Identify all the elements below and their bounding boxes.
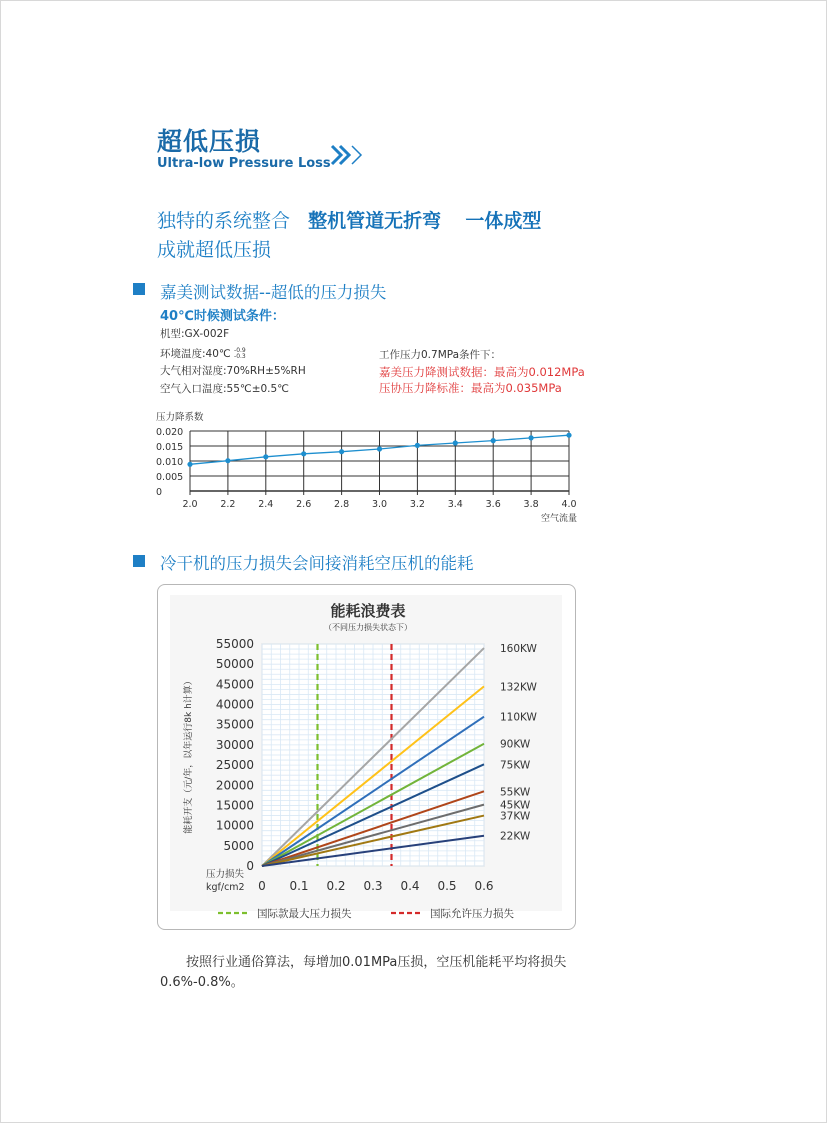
x-tick-label: 2.6 (296, 499, 312, 510)
series-label: 22KW (500, 830, 531, 843)
section1-title: 嘉美测试数据--超低的压力损失 (160, 283, 387, 302)
data-point (187, 462, 192, 467)
x-tick-label: 3.2 (409, 499, 425, 510)
x-tick-label: 3.6 (485, 499, 501, 510)
x-axis-title-line2: kgf/cm2 (206, 882, 245, 893)
x-tick-label: 0.3 (363, 879, 383, 893)
env-temp-text: 环境温度:40℃ (160, 348, 231, 360)
x-tick-label: 2.2 (220, 499, 236, 510)
y-tick-label: 55000 (215, 637, 254, 651)
y-tick-label: 25000 (215, 758, 254, 773)
y-tick-label: 45000 (215, 677, 254, 692)
section-bullet-square (133, 283, 145, 295)
data-point (263, 454, 268, 459)
y-tick-label: 10000 (215, 818, 254, 833)
y-tick-label: 0.020 (156, 427, 184, 438)
env-temp-tol-upper: -0.9 (234, 347, 246, 354)
x-axis-title: 空气流量 (540, 514, 577, 524)
series-label: 75KW (500, 759, 531, 772)
y-tick-label: 0.010 (156, 457, 184, 468)
x-tick-label: 3.8 (523, 499, 539, 510)
series-label: 110KW (500, 711, 537, 724)
data-point (339, 449, 344, 454)
y-tick-label: 15000 (215, 798, 254, 813)
env-temp-tolerance (234, 348, 246, 360)
work-pressure-label: 工作压力0.7MPa条件下： (379, 349, 502, 361)
x-tick-label: 0.4 (400, 879, 420, 893)
x-tick-label: 3.0 (371, 499, 388, 510)
x-tick-label: 0.1 (289, 879, 309, 893)
series-label: 90KW (500, 738, 531, 751)
footer-paragraph: 按照行业通俗算法，每增加0.01MPa压损，空压机能耗平均将损失0.6%-0.8%。 (160, 955, 567, 990)
y-tick-label: 0 (246, 859, 254, 873)
chart-subtitle: （不同压力损失状态下） (324, 623, 412, 632)
series-label: 132KW (500, 681, 537, 694)
y-tick-label: 40000 (215, 697, 254, 712)
data-point (301, 451, 306, 456)
headline-part-c: 一体成型 (465, 210, 542, 232)
x-tick-label: 4.0 (561, 499, 577, 510)
y-tick-label: 0.005 (156, 472, 184, 483)
conditions-title: 40℃时候测试条件： (160, 309, 285, 324)
double-chevron-icon (328, 143, 364, 167)
data-point (225, 458, 230, 463)
x-axis-title-line1: 压力损失 (206, 869, 245, 880)
x-tick-label: 0 (258, 879, 266, 893)
y-axis-title: 压力降系数 (156, 412, 204, 423)
data-point (491, 438, 496, 443)
chart-title: 能耗浪费表 (330, 602, 406, 620)
page-subtitle-en: Ultra-low Pressure Loss (157, 156, 331, 171)
x-tick-label: 2.8 (334, 499, 350, 510)
y-tick-label: 30000 (215, 737, 254, 752)
y-tick-label: 50000 (215, 657, 254, 672)
page-title: 超低压损 (157, 127, 262, 156)
y-axis-title: 能耗开支（元/年，以年运行8k h计算） (184, 676, 194, 834)
series-label: 160KW (500, 643, 537, 656)
data-point (453, 440, 458, 445)
data-point (529, 435, 534, 440)
legend-label: 国际允许压力损失 (430, 908, 514, 920)
data-point (566, 433, 571, 438)
x-tick-label: 2.4 (258, 499, 274, 510)
pressure-drop-chart (150, 405, 590, 525)
humidity-label: 大气相对湿度:70%RH±5%RH (160, 365, 306, 377)
headline (157, 207, 541, 265)
y-tick-label: 35000 (215, 717, 254, 732)
series-label: 45KW (500, 799, 531, 812)
headline-line2: 成就超低压损 (157, 239, 272, 261)
headline-part-b: 整机管道无折弯 (308, 210, 442, 232)
series-label: 55KW (500, 786, 531, 799)
headline-part-a: 独特的系统整合 (157, 210, 291, 232)
standard-result: 压协压力降标准：最高为0.035MPa (379, 381, 562, 395)
y-tick-label: 0 (156, 487, 163, 498)
env-temp-label (160, 346, 246, 361)
env-temp-tol-lower: -0.3 (234, 353, 246, 360)
model-label: 机型:GX-002F (160, 328, 230, 340)
x-tick-label: 3.4 (447, 499, 463, 510)
jiamei-result: 嘉美压力降测试数据：最高为0.012MPa (379, 365, 585, 379)
series-label: 37KW (500, 810, 531, 823)
section-bullet-square (133, 555, 145, 567)
data-point (377, 446, 382, 451)
legend-label: 国际款最大压力损失 (257, 908, 352, 920)
data-point (415, 443, 420, 448)
x-tick-label: 2.0 (182, 499, 198, 510)
section2-title: 冷干机的压力损失会间接消耗空压机的能耗 (160, 554, 474, 573)
y-tick-label: 20000 (215, 778, 254, 793)
x-tick-label: 0.5 (437, 879, 457, 893)
y-tick-label: 0.015 (156, 442, 184, 453)
inlet-temp-label: 空气入口温度:55℃±0.5℃ (160, 383, 289, 395)
energy-waste-chart (158, 585, 573, 927)
y-tick-label: 5000 (223, 838, 254, 853)
x-tick-label: 0.6 (474, 879, 494, 893)
x-tick-label: 0.2 (326, 879, 346, 893)
